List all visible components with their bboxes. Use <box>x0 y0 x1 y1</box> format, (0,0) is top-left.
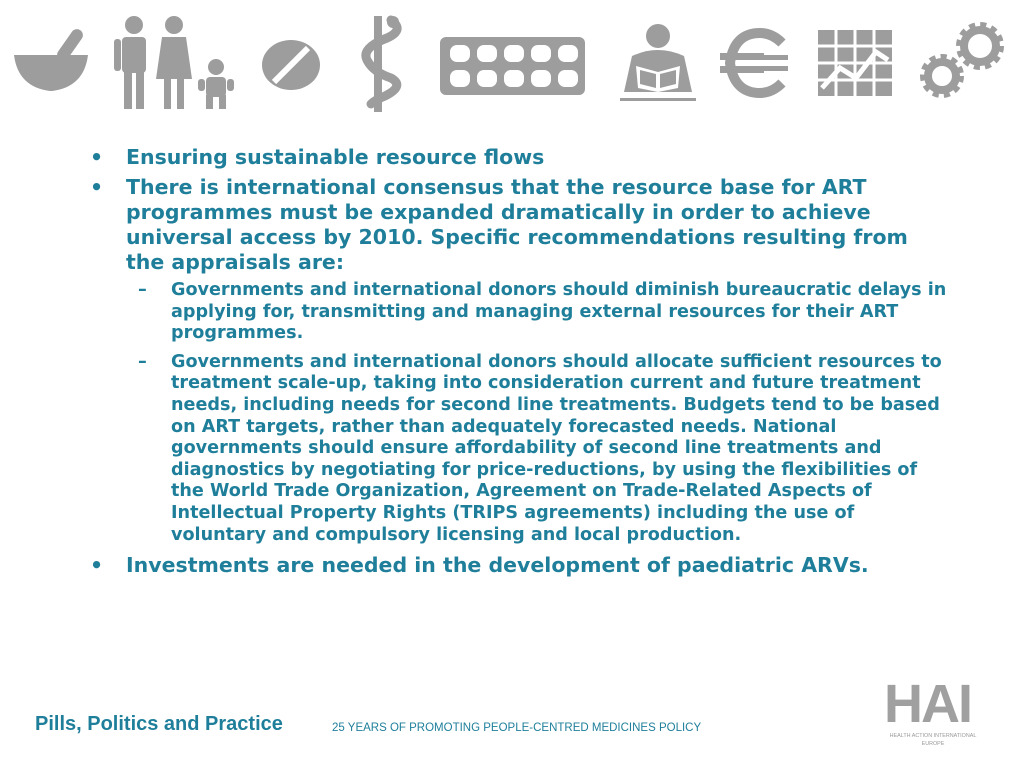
footer-tagline: 25 YEARS OF PROMOTING PEOPLE-CENTRED MEDICINES POLICY <box>332 722 702 734</box>
sub-bullet-marker: – <box>138 280 147 300</box>
bullet-item <box>90 145 950 170</box>
euro-icon <box>720 27 790 99</box>
family-icon <box>112 15 237 113</box>
reader-icon <box>618 22 698 102</box>
bullet-text: Ensuring sustainable resource flows <box>126 145 545 169</box>
bullet-text: There is international consensus that the resource base for ART programmes must be expanded dramatically in order to achieve universal access by 2010. Specific recommendations resulting from the appraisals are: <box>126 175 908 274</box>
slide-body <box>90 145 950 583</box>
bullet-text: Investments are needed in the development of paediatric ARVs. <box>126 553 869 578</box>
logo-mark: HAI <box>884 674 971 734</box>
footer-title: Pills, Politics and Practice <box>35 713 283 735</box>
logo-line-1: HEALTH ACTION INTERNATIONAL <box>889 733 977 739</box>
hai-logo <box>880 676 990 756</box>
bullet-item <box>90 175 950 275</box>
sub-bullet-text: Governments and international donors should diminish bureaucratic delays in applying for, transmitting and managing external resources for their ART programmes. <box>171 280 947 344</box>
logo-subtitle <box>880 732 986 748</box>
gears-icon <box>918 20 1008 104</box>
sub-bullet-marker: – <box>138 351 147 372</box>
sub-bullet-text: Governments and international donors should allocate sufficient resources to treatment scale-up, taking into consideration current and future treatment needs, including needs for second line treatments. Budgets tend to be based on ART targets, rather than adequately forecasted needs. National governments should ensure affordability of second line treatments and diagnostics by negotiating for price-reductions, by using the flexibilities of the World Trade Organization, Agreement on Trade-Related Aspects of Intellectual Property Rights (TRIPS agreements) including the use of voluntary and compulsory licensing and local production. <box>171 351 942 545</box>
icon-strip <box>0 0 1024 120</box>
sub-bullet-item <box>90 280 950 345</box>
logo-line-2: EUROPE <box>921 741 945 747</box>
bullet-marker: • <box>90 145 104 169</box>
bullet-marker: • <box>90 553 104 578</box>
bullet-item <box>90 553 950 578</box>
blister-pack-icon <box>440 37 585 95</box>
mortar-pestle-icon <box>12 25 90 100</box>
bullet-marker: • <box>90 175 104 199</box>
pill-icon <box>260 38 322 92</box>
sub-bullet-item <box>90 352 950 546</box>
chart-grid-icon <box>818 30 892 96</box>
caduceus-icon <box>347 12 409 114</box>
